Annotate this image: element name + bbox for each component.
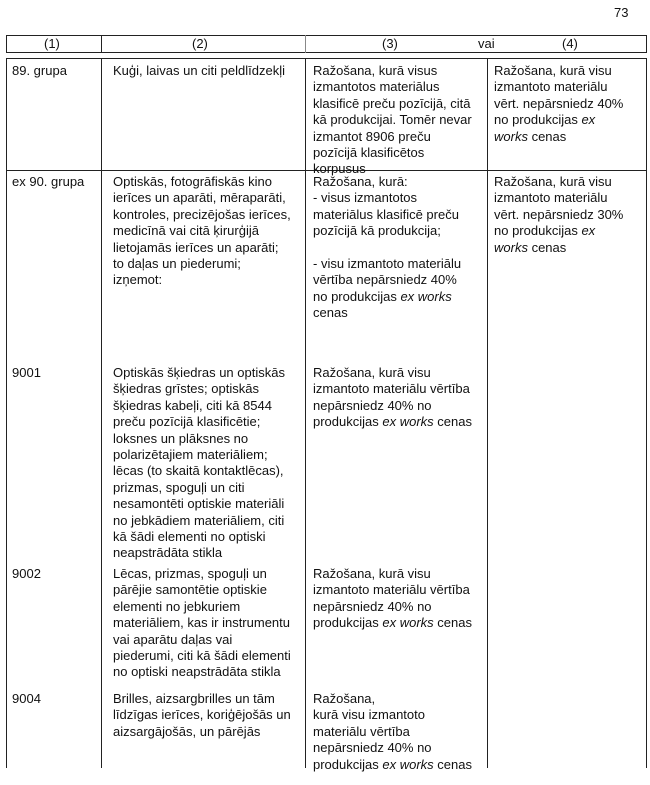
- cell-line: nepārsniedz 40% no: [313, 740, 432, 756]
- header-col4: (4): [562, 36, 578, 51]
- cell-line: līdzīgas ierīces, koriģējošās un: [113, 707, 291, 723]
- cell-description: [113, 174, 291, 289]
- cell-rule4: [494, 174, 623, 256]
- cell-line: neapstrādāta stikla: [113, 545, 223, 561]
- header-bottom-border: [6, 52, 647, 53]
- cell-line: nesamontēti optiskie materiāli: [113, 496, 285, 512]
- cell-description: [113, 566, 291, 681]
- cell-line: vērtība nepārsniedz 40%: [313, 272, 457, 288]
- cell-line: Ražošana, kurā visus: [313, 63, 438, 78]
- cell-line: Brilles, aizsargbrilles un tām: [113, 691, 275, 706]
- text-segment: ex works: [382, 414, 434, 430]
- cell-line: Optiskās, fotogrāfiskās kino: [113, 174, 272, 189]
- cell-line: ex 90. grupa: [12, 174, 85, 189]
- cell-line: [494, 240, 623, 256]
- cell-line: Ražošana, kurā:: [313, 174, 408, 189]
- text-segment: no produkcijas: [494, 223, 582, 239]
- text-segment: no produkcijas: [313, 288, 401, 304]
- cell-line: pozīcijā kā produkcija;: [313, 223, 441, 239]
- cell-code: [12, 174, 84, 190]
- cell-line: materiāliem, kas ir instrumentu: [113, 615, 290, 631]
- cell-line: - visus izmantotos: [313, 190, 418, 206]
- cell-line: materiālus klasificē preču: [313, 206, 459, 222]
- cell-line: korpusus: [313, 161, 366, 177]
- cell-line: [494, 223, 623, 239]
- text-segment: ex works: [382, 756, 434, 772]
- cell-line: Lēcas, prizmas, spoguļi un: [113, 566, 267, 581]
- cell-line: no jebkādiem materiāliem, citi: [113, 512, 285, 528]
- cell-code: [12, 365, 41, 381]
- cell-description: [113, 691, 291, 740]
- cell-line: preču pozīcijā klasificētie;: [113, 414, 261, 430]
- column-divider: [487, 58, 488, 768]
- cell-line: izmantotos materiālus: [313, 79, 440, 95]
- page-number: 73: [614, 5, 629, 20]
- header-or: vai: [478, 36, 495, 51]
- cell-line: izņemot:: [113, 272, 163, 288]
- cell-line: [313, 757, 472, 773]
- cell-line: [313, 615, 472, 631]
- text-segment: no produkcijas: [494, 112, 582, 128]
- cell-line: 9001: [12, 365, 41, 380]
- text-segment: ex: [581, 112, 596, 128]
- cell-line: [313, 414, 472, 430]
- cell-code: [12, 691, 41, 707]
- cell-rule3: [313, 63, 472, 178]
- text-segment: cenas: [433, 756, 472, 772]
- cell-line: loksnes un plāksnes no: [113, 430, 249, 446]
- cell-rule3: [313, 691, 472, 773]
- cell-line: Ražošana, kurā visu: [313, 566, 431, 581]
- column-divider: [101, 58, 102, 768]
- cell-line: polarizētajiem materiāliem;: [113, 447, 268, 463]
- cell-rule3: [313, 174, 461, 322]
- column-divider: [6, 58, 7, 768]
- text-segment: produkcijas: [313, 414, 383, 430]
- header-col3: (3): [382, 36, 398, 51]
- cell-line: piederumi, citi kā šādi elementi: [113, 648, 291, 664]
- cell-line: aizsargājošās, un pārējās: [113, 723, 261, 739]
- cell-line: 89. grupa: [12, 63, 67, 78]
- cell-line: Ražošana, kurā visu: [494, 174, 612, 189]
- cell-line: izmantoto materiālu vērtība: [313, 381, 470, 397]
- cell-line: Ražošana, kurā visu: [494, 63, 612, 78]
- cell-line: Ražošana, kurā visu: [313, 365, 431, 380]
- cell-line: 9002: [12, 566, 41, 581]
- text-segment: ex: [581, 223, 596, 239]
- cell-line: ierīces un aparāti, mēraparāti,: [113, 190, 286, 206]
- cell-code: [12, 63, 67, 79]
- cell-line: pozīcijā klasificētos: [313, 145, 425, 161]
- cell-description: [113, 63, 285, 79]
- header-divider: [6, 35, 7, 53]
- cell-line: lēcas (to skaitā kontaktlēcas),: [113, 463, 284, 479]
- cell-line: nepārsniedz 40% no: [313, 598, 432, 614]
- text-segment: produkcijas: [313, 615, 383, 631]
- cell-line: elementi no jebkuriem: [113, 598, 241, 614]
- cell-line: pārējie samontētie optiskie: [113, 582, 267, 598]
- cell-line: izmantot 8906 preču: [313, 128, 431, 144]
- cell-line: nepārsniedz 40% no: [313, 397, 432, 413]
- cell-line: [494, 129, 623, 145]
- cell-rule3: [313, 365, 472, 431]
- cell-line: vērt. nepārsniedz 30%: [494, 206, 624, 222]
- cell-line: [313, 289, 461, 305]
- text-segment: cenas: [433, 615, 472, 631]
- cell-description: [113, 365, 285, 562]
- cell-line: kurā visu izmantoto: [313, 707, 425, 723]
- cell-line: kā produkcijai. Tomēr nevar: [313, 112, 472, 128]
- cell-line: šķiedras grīstes; optiskās: [113, 381, 259, 397]
- cell-line: Optiskās šķiedras un optiskās: [113, 365, 285, 380]
- cell-line: 9004: [12, 691, 41, 706]
- header-col2: (2): [192, 36, 208, 51]
- cell-line: no optiski neapstrādāta stikla: [113, 664, 281, 680]
- cell-line: materiālu vērtība: [313, 723, 410, 739]
- cell-rule4: [494, 63, 623, 145]
- cell-line: vērt. nepārsniedz 40%: [494, 95, 624, 111]
- cell-line: kontroles, precizējošas ierīces,: [113, 206, 291, 222]
- text-segment: works: [494, 128, 528, 144]
- text-segment: ex works: [400, 288, 452, 304]
- cell-line: klasificē preču pozīcijā, citā: [313, 95, 471, 111]
- cell-line: vai aparātu daļas vai: [113, 631, 233, 647]
- header-top-border: [6, 35, 647, 36]
- header-col1: (1): [44, 36, 60, 51]
- cell-code: [12, 566, 41, 582]
- cell-line: izmantoto materiālu vērtība: [313, 582, 470, 598]
- text-segment: works: [494, 239, 528, 255]
- header-divider: [101, 35, 102, 53]
- cell-line: Ražošana,: [313, 691, 376, 706]
- column-divider: [305, 58, 306, 768]
- cell-line: Kuģi, laivas un citi peldlīdzekļi: [113, 63, 285, 78]
- cell-line: - visu izmantoto materiālu: [313, 256, 462, 272]
- cell-line: lietojamās ierīces un aparāti;: [113, 239, 279, 255]
- column-divider: [646, 58, 647, 768]
- cell-line: kā šādi elementi no optiski: [113, 529, 266, 545]
- cell-line: izmantoto materiālu: [494, 79, 608, 95]
- text-segment: cenas: [433, 414, 472, 430]
- text-segment: produkcijas: [313, 756, 383, 772]
- cell-rule3: [313, 566, 472, 632]
- text-segment: cenas: [527, 239, 567, 255]
- text-segment: cenas: [527, 128, 567, 144]
- body-top-border: [6, 58, 647, 59]
- cell-line: cenas: [313, 305, 348, 321]
- cell-line: izmantoto materiālu: [494, 190, 608, 206]
- cell-line: [494, 112, 623, 128]
- cell-line: [313, 240, 461, 256]
- cell-line: to daļas un piederumi;: [113, 256, 241, 272]
- header-divider: [646, 35, 647, 53]
- text-segment: ex works: [382, 615, 434, 631]
- cell-line: medicīnā vai citā ķirurģijā: [113, 223, 259, 239]
- cell-line: šķiedras kabeļi, citi kā 8544: [113, 397, 272, 413]
- cell-line: prizmas, spoguļi un citi: [113, 479, 245, 495]
- header-divider: [305, 35, 306, 53]
